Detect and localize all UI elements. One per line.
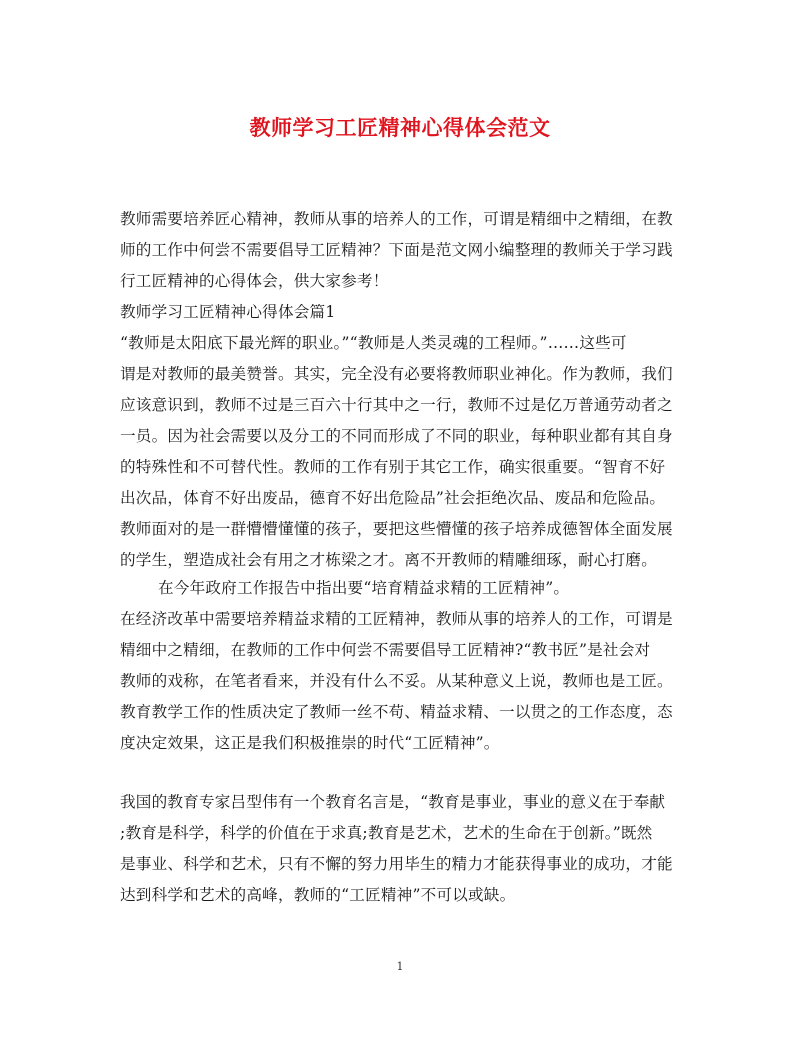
paragraph-line: 教师的戏称，在笔者看来，并没有什么不妥。从某种意义上说，教师也是工匠。 xyxy=(120,672,673,690)
paragraph-line: 教师面对的是一群懵懵懂懂的孩子，要把这些懵懂的孩子培养成德智体全面发展 xyxy=(120,520,673,538)
paragraph-line: 度决定效果，这正是我们积极推崇的时代“工匠精神”。 xyxy=(120,734,500,752)
paragraph-line: 一员。因为社会需要以及分工的不同而形成了不同的职业，每种职业都有其自身 xyxy=(120,427,673,445)
paragraph-line: 教育教学工作的性质决定了教师一丝不苟、精益求精、一以贯之的工作态度，态 xyxy=(120,703,673,721)
paragraph-line: ;教育是科学，科学的价值在于求真;教育是艺术，艺术的生命在于创新。”既然 xyxy=(120,824,653,842)
paragraph-line: 的特殊性和不可替代性。教师的工作有别于其它工作，确实很重要。“智育不好 xyxy=(120,458,666,476)
paragraph-line: 精细中之精细，在教师的工作中何尝不需要倡导工匠精神?“教书匠”是社会对 xyxy=(120,641,651,659)
paragraph-line: 谓是对教师的最美赞誉。其实，完全没有必要将教师职业神化。作为教师，我们 xyxy=(120,365,673,383)
page-number: 1 xyxy=(396,960,404,973)
paragraph-line: 在经济改革中需要培养精益求精的工匠精神，教师从事的培养人的工作，可谓是 xyxy=(120,610,673,628)
paragraph-line: 是事业、科学和艺术，只有不懈的努力用毕生的精力才能获得事业的成功，才能 xyxy=(120,855,673,873)
paragraph-line: 应该意识到，教师不过是三百六十行其中之一行，教师不过是亿万普通劳动者之 xyxy=(120,396,673,414)
paragraph-line: 达到科学和艺术的高峰，教师的“工匠精神”不可以或缺。 xyxy=(120,886,516,904)
paragraph-line: 出次品，体育不好出废品，德育不好出危险品”社会拒绝次品、废品和危险品。 xyxy=(120,489,666,507)
paragraph-line: 师的工作中何尝不需要倡导工匠精神？下面是范文网小编整理的教师关于学习践 xyxy=(120,241,673,259)
document-title: 教师学习工匠精神心得体会范文 xyxy=(249,116,551,140)
paragraph-line: 教师需要培养匠心精神，教师从事的培养人的工作，可谓是精细中之精细，在教 xyxy=(120,210,673,228)
section-heading: 教师学习工匠精神心得体会篇1 xyxy=(120,303,336,321)
paragraph-line: 行工匠精神的心得体会，供大家参考！ xyxy=(120,272,389,290)
paragraph-line: 我国的教育专家吕型伟有一个教育名言是，“教育是事业，事业的意义在于奉献 xyxy=(120,793,666,811)
paragraph-line: 在今年政府工作报告中指出要“培育精益求精的工匠精神”。 xyxy=(158,579,570,597)
paragraph-line: 的学生，塑造成社会有用之才栋梁之才。离不开教师的精雕细琢，耐心打磨。 xyxy=(120,551,657,569)
paragraph-line: “教师是太阳底下最光辉的职业。”“教师是人类灵魂的工程师。”……这些可 xyxy=(120,334,627,352)
